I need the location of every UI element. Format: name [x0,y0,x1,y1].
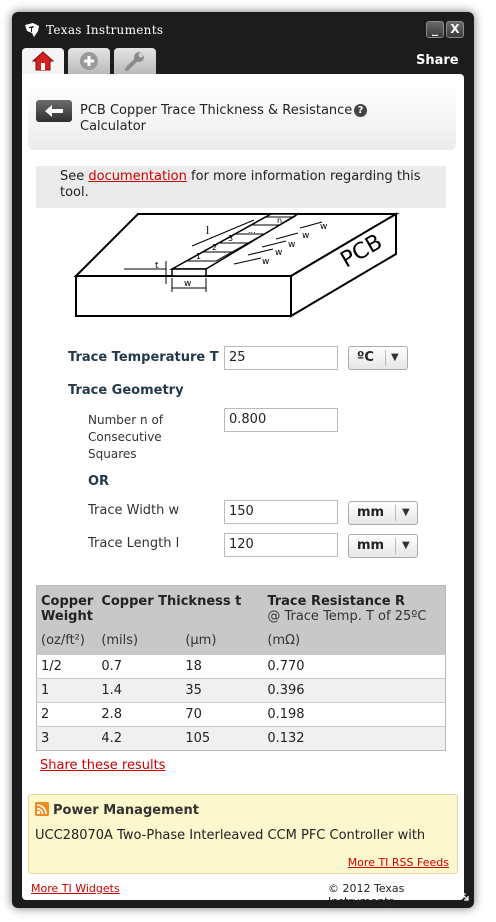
or-label: OR [88,474,110,489]
width-unit-value: mm [357,505,385,520]
help-icon[interactable]: ? [354,104,367,117]
more-rss-feeds-link[interactable]: More TI RSS Feeds [347,856,449,869]
thickness-label: t [155,261,159,271]
header-resistance-cell [263,586,445,627]
square-label-1: 1 [196,252,202,261]
w-label-3: w [288,240,296,250]
cell-resistance: 0.396 [263,679,445,703]
table-row [37,655,446,679]
header-copper-weight: Copper Weight [41,594,94,624]
squares-label: Number n of Consecutive Squares [88,413,164,461]
temperature-input[interactable]: 25 [224,346,338,370]
cell-mils: 4.2 [97,727,181,751]
length-input[interactable]: 120 [224,533,338,557]
documentation-note [36,166,446,208]
widget-content [22,74,464,908]
more-widgets-link[interactable]: More TI Widgets [31,882,120,895]
cell-um: 70 [181,703,263,727]
w-label-4: w [302,231,310,241]
tab-home[interactable] [22,48,64,74]
width-input[interactable]: 150 [224,500,338,524]
pcb-label: PCB [336,229,387,274]
results-table [36,585,446,751]
select-separator [395,505,396,521]
cell-resistance: 0.132 [263,727,445,751]
square-label-n: n [277,216,283,225]
cell-weight: 1/2 [37,655,98,679]
square-label-2: 2 [212,243,218,252]
chevron-down-icon: ▼ [391,352,399,363]
widget-window [12,12,474,908]
width-label: w [184,279,192,289]
header-resistance-subtitle: @ Trace Temp. T of 25ºC [267,609,427,624]
close-button[interactable]: X [446,21,464,38]
select-separator [385,350,386,366]
note-suffix: for more information regarding this tool. [60,169,421,200]
title-bar[interactable] [12,12,474,46]
length-unit-select[interactable] [348,534,418,558]
cell-resistance: 0.770 [263,655,445,679]
results-header-row [37,586,446,627]
cell-um: 18 [181,655,263,679]
temperature-unit-select[interactable] [348,346,408,370]
width-unit-select[interactable] [348,501,418,525]
cell-um: 35 [181,679,263,703]
table-row [37,703,446,727]
unit-um: (µm) [185,632,217,648]
tab-add[interactable] [68,48,110,74]
rss-feed-box [28,794,458,874]
page-title: PCB Copper Trace Thickness & Resistance Calculator [80,103,353,134]
share-results-link[interactable]: Share these results [40,758,166,773]
cell-mils: 1.4 [97,679,181,703]
cell-mils: 0.7 [97,655,181,679]
page-header [28,84,456,150]
temperature-label: Trace Temperature T [68,350,219,365]
square-label-3: 3 [228,234,234,243]
minimize-button[interactable]: _ [426,21,444,38]
cell-resistance: 0.198 [263,703,445,727]
table-row [37,727,446,751]
chevron-down-icon: ▼ [402,507,410,518]
square-label-dots: ... [248,226,256,235]
documentation-link[interactable]: documentation [88,169,187,184]
length-label: l [206,223,210,237]
tab-settings[interactable] [114,48,156,74]
back-arrow-icon [36,100,72,122]
length-input-label: Trace Length l [88,536,180,551]
cell-weight: 1 [37,679,98,703]
temperature-unit-value: ºC [357,350,374,365]
w-label-1: w [262,257,270,267]
cell-weight: 3 [37,727,98,751]
resize-grip-icon[interactable] [460,892,470,902]
header-copper-thickness: Copper Thickness t [101,594,242,609]
home-icon [31,50,55,72]
header-trace-resistance: Trace Resistance R [267,594,406,609]
width-input-label: Trace Width w [88,503,180,518]
chevron-down-icon: ▼ [402,540,410,551]
add-circle-icon [77,50,101,72]
table-row [37,679,446,703]
unit-oz: (oz/ft²) [41,632,85,648]
pcb-trace-diagram [66,206,412,318]
brand-name: Texas Instruments [46,23,164,37]
select-separator [395,538,396,554]
tab-bar [12,46,474,74]
rss-title: Power Management [53,803,199,818]
length-unit-value: mm [357,538,385,553]
cell-mils: 2.8 [97,703,181,727]
unit-mohm: (mΩ) [267,632,301,648]
results-units-row [37,627,446,655]
w-label-5: w [320,222,328,232]
cell-weight: 2 [37,703,98,727]
share-button[interactable]: Share [416,53,459,68]
cell-um: 105 [181,727,263,751]
copyright-text: © 2012 Texas Instruments [328,882,405,908]
back-button[interactable] [36,100,72,122]
wrench-icon [123,50,147,72]
rss-icon[interactable] [35,802,49,816]
geometry-label: Trace Geometry [68,383,184,398]
note-prefix: See [60,169,89,184]
squares-input[interactable]: 0.800 [224,408,338,432]
ti-logo-icon [24,22,40,38]
w-label-2: w [275,248,283,258]
rss-item-link[interactable]: UCC28070A Two-Phase Interleaved CCM PFC Controller with [35,828,426,843]
unit-mils: (mils) [101,632,139,648]
